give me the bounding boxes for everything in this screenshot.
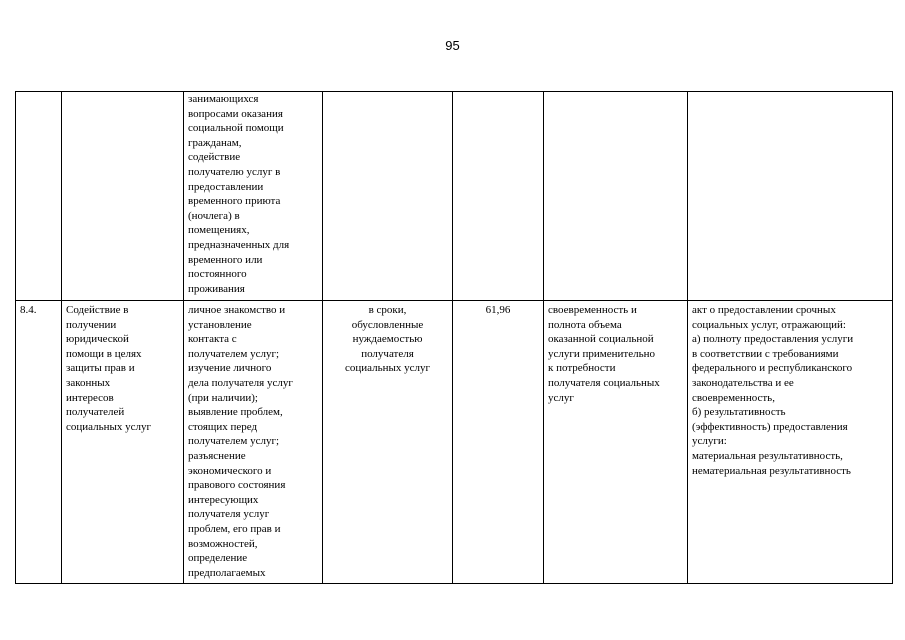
cell-service-term	[323, 92, 453, 301]
page-number: 95	[445, 38, 460, 53]
cell-quality-indicators: своевременность и полнота объема оказанной социальной услуги применительно к потребности получателя социальных услуг	[544, 301, 688, 584]
cell-quality-indicators	[544, 92, 688, 301]
cell-service-cost	[453, 92, 544, 301]
cell-evaluation-conditions: акт о предоставлении срочных социальных услуг, отражающий: а) полноту предоставления услуги в соответствии с требованиями федерального и республиканского законодательства и ее своевременность, б) результативность (эффективность) предоставления услуги: материальная результативность, нематериальная результативность	[688, 301, 893, 584]
table-row	[16, 92, 893, 301]
cell-evaluation-conditions	[688, 92, 893, 301]
table-row	[16, 301, 893, 584]
services-table	[15, 91, 893, 584]
cell-service-term: в сроки, обусловленные нуждаемостью получателя социальных услуг	[323, 301, 453, 584]
cell-service-content: личное знакомство и установление контакта с получателем услуг; изучение личного дела получателя услуг (при наличии); выявление проблем, стоящих перед получателем услуг; разъяснение экономического и правового состояния интересующих получателя услуг проблем, его прав и возможностей, определение предполагаемых	[184, 301, 323, 584]
cell-service-name	[62, 92, 184, 301]
cell-service-name: Содействие в получении юридической помощи в целях защиты прав и законных интересов получателей социальных услуг	[62, 301, 184, 584]
cell-number: 8.4.	[16, 301, 62, 584]
cell-service-cost: 61,96	[453, 301, 544, 584]
cell-number	[16, 92, 62, 301]
cell-service-content: занимающихся вопросами оказания социальной помощи гражданам, содействие получателю услуг в предоставлении временного приюта (ночлега) в помещениях, предназначенных для временного или постоянного проживания	[184, 92, 323, 301]
